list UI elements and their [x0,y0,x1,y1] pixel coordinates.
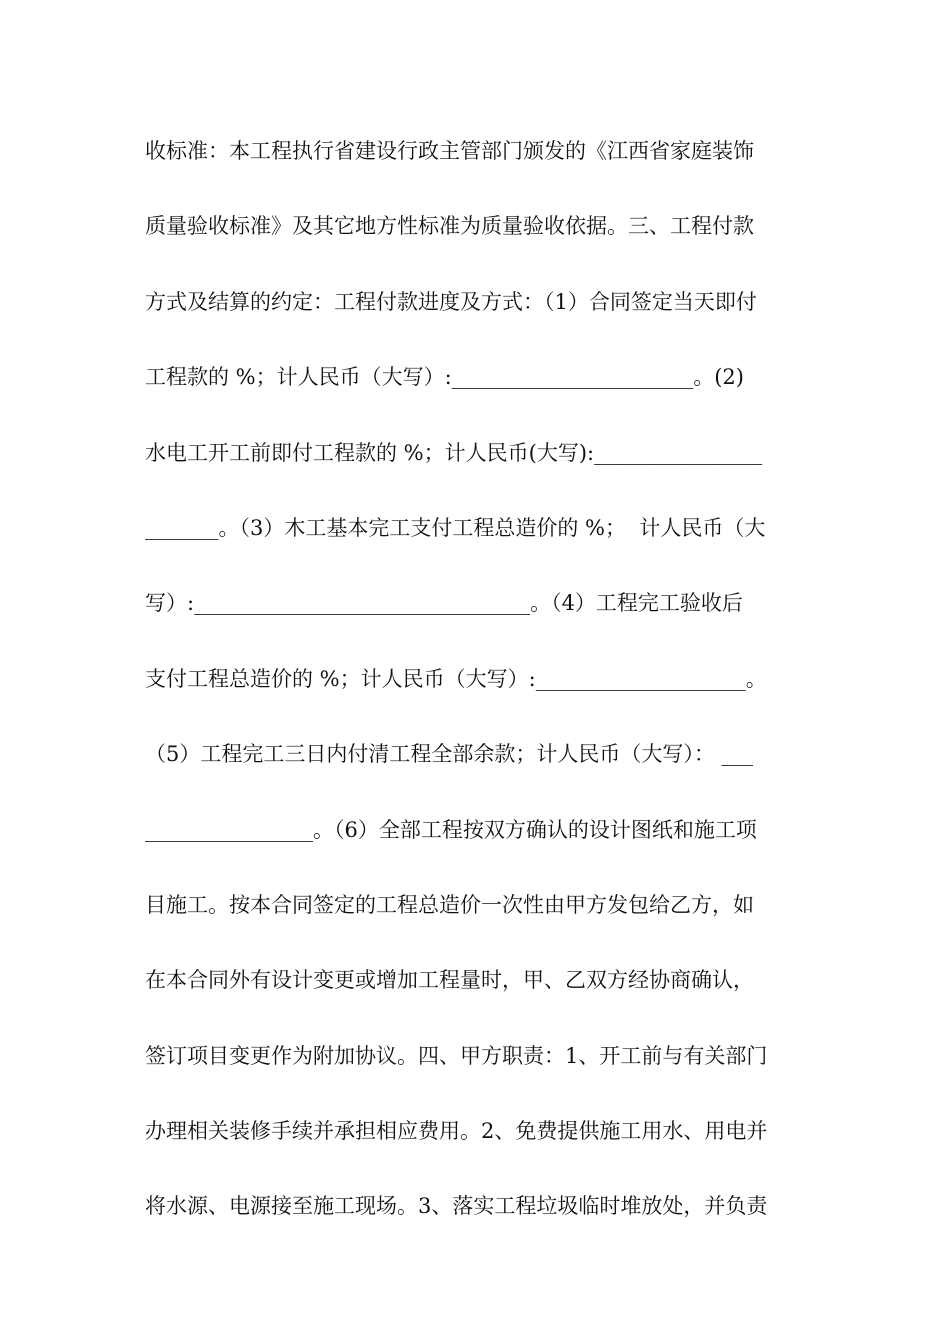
text-line-2: 质量验收标准》及其它地方性标准为质量验收依据。三、工程付款 [145,214,754,239]
text-line-15: 将水源、电源接至施工现场。3、落实工程垃圾临时堆放处，并负责 [145,1194,768,1219]
text-line-8: 支付工程总造价的 %；计人民币（大写）:____________________。 [145,666,767,691]
text-line-6: _______。（3）木工基本完工支付工程总造价的 %； 计人民币（大 [145,515,766,540]
text-line-10: ________________。（6）全部工程按双方确认的设计图纸和施工项 [145,817,757,842]
text-line-7: 写）:________________________________。（4）工程完工验收后 [145,591,743,616]
text-line-9: （5）工程完工三日内付清工程全部余款；计人民币（大写）： ___ [145,742,754,767]
text-line-11: 目施工。按本合同签定的工程总造价一次性由甲方发包给乙方，如 [145,892,754,917]
text-line-3: 方式及结算的约定：工程付款进度及方式：（1）合同签定当天即付 [145,289,757,314]
text-line-14: 办理相关装修手续并承担相应费用。2、免费提供施工用水、用电并 [145,1119,768,1144]
contract-body-text [145,131,810,1262]
text-line-4: 工程款的 %；计人民币（大写）:_______________________。(2) [145,365,744,390]
text-line-12: 在本合同外有设计变更或增加工程量时，甲、乙双方经协商确认， [145,968,754,993]
text-line-13: 签订项目变更作为附加协议。四、甲方职责：1、开工前与有关部门 [145,1043,768,1068]
text-line-1: 收标准：本工程执行省建设行政主管部门颁发的《江西省家庭装饰 [145,139,754,163]
text-line-5: 水电工开工前即付工程款的 %；计人民币(大写):________________ [145,440,763,465]
